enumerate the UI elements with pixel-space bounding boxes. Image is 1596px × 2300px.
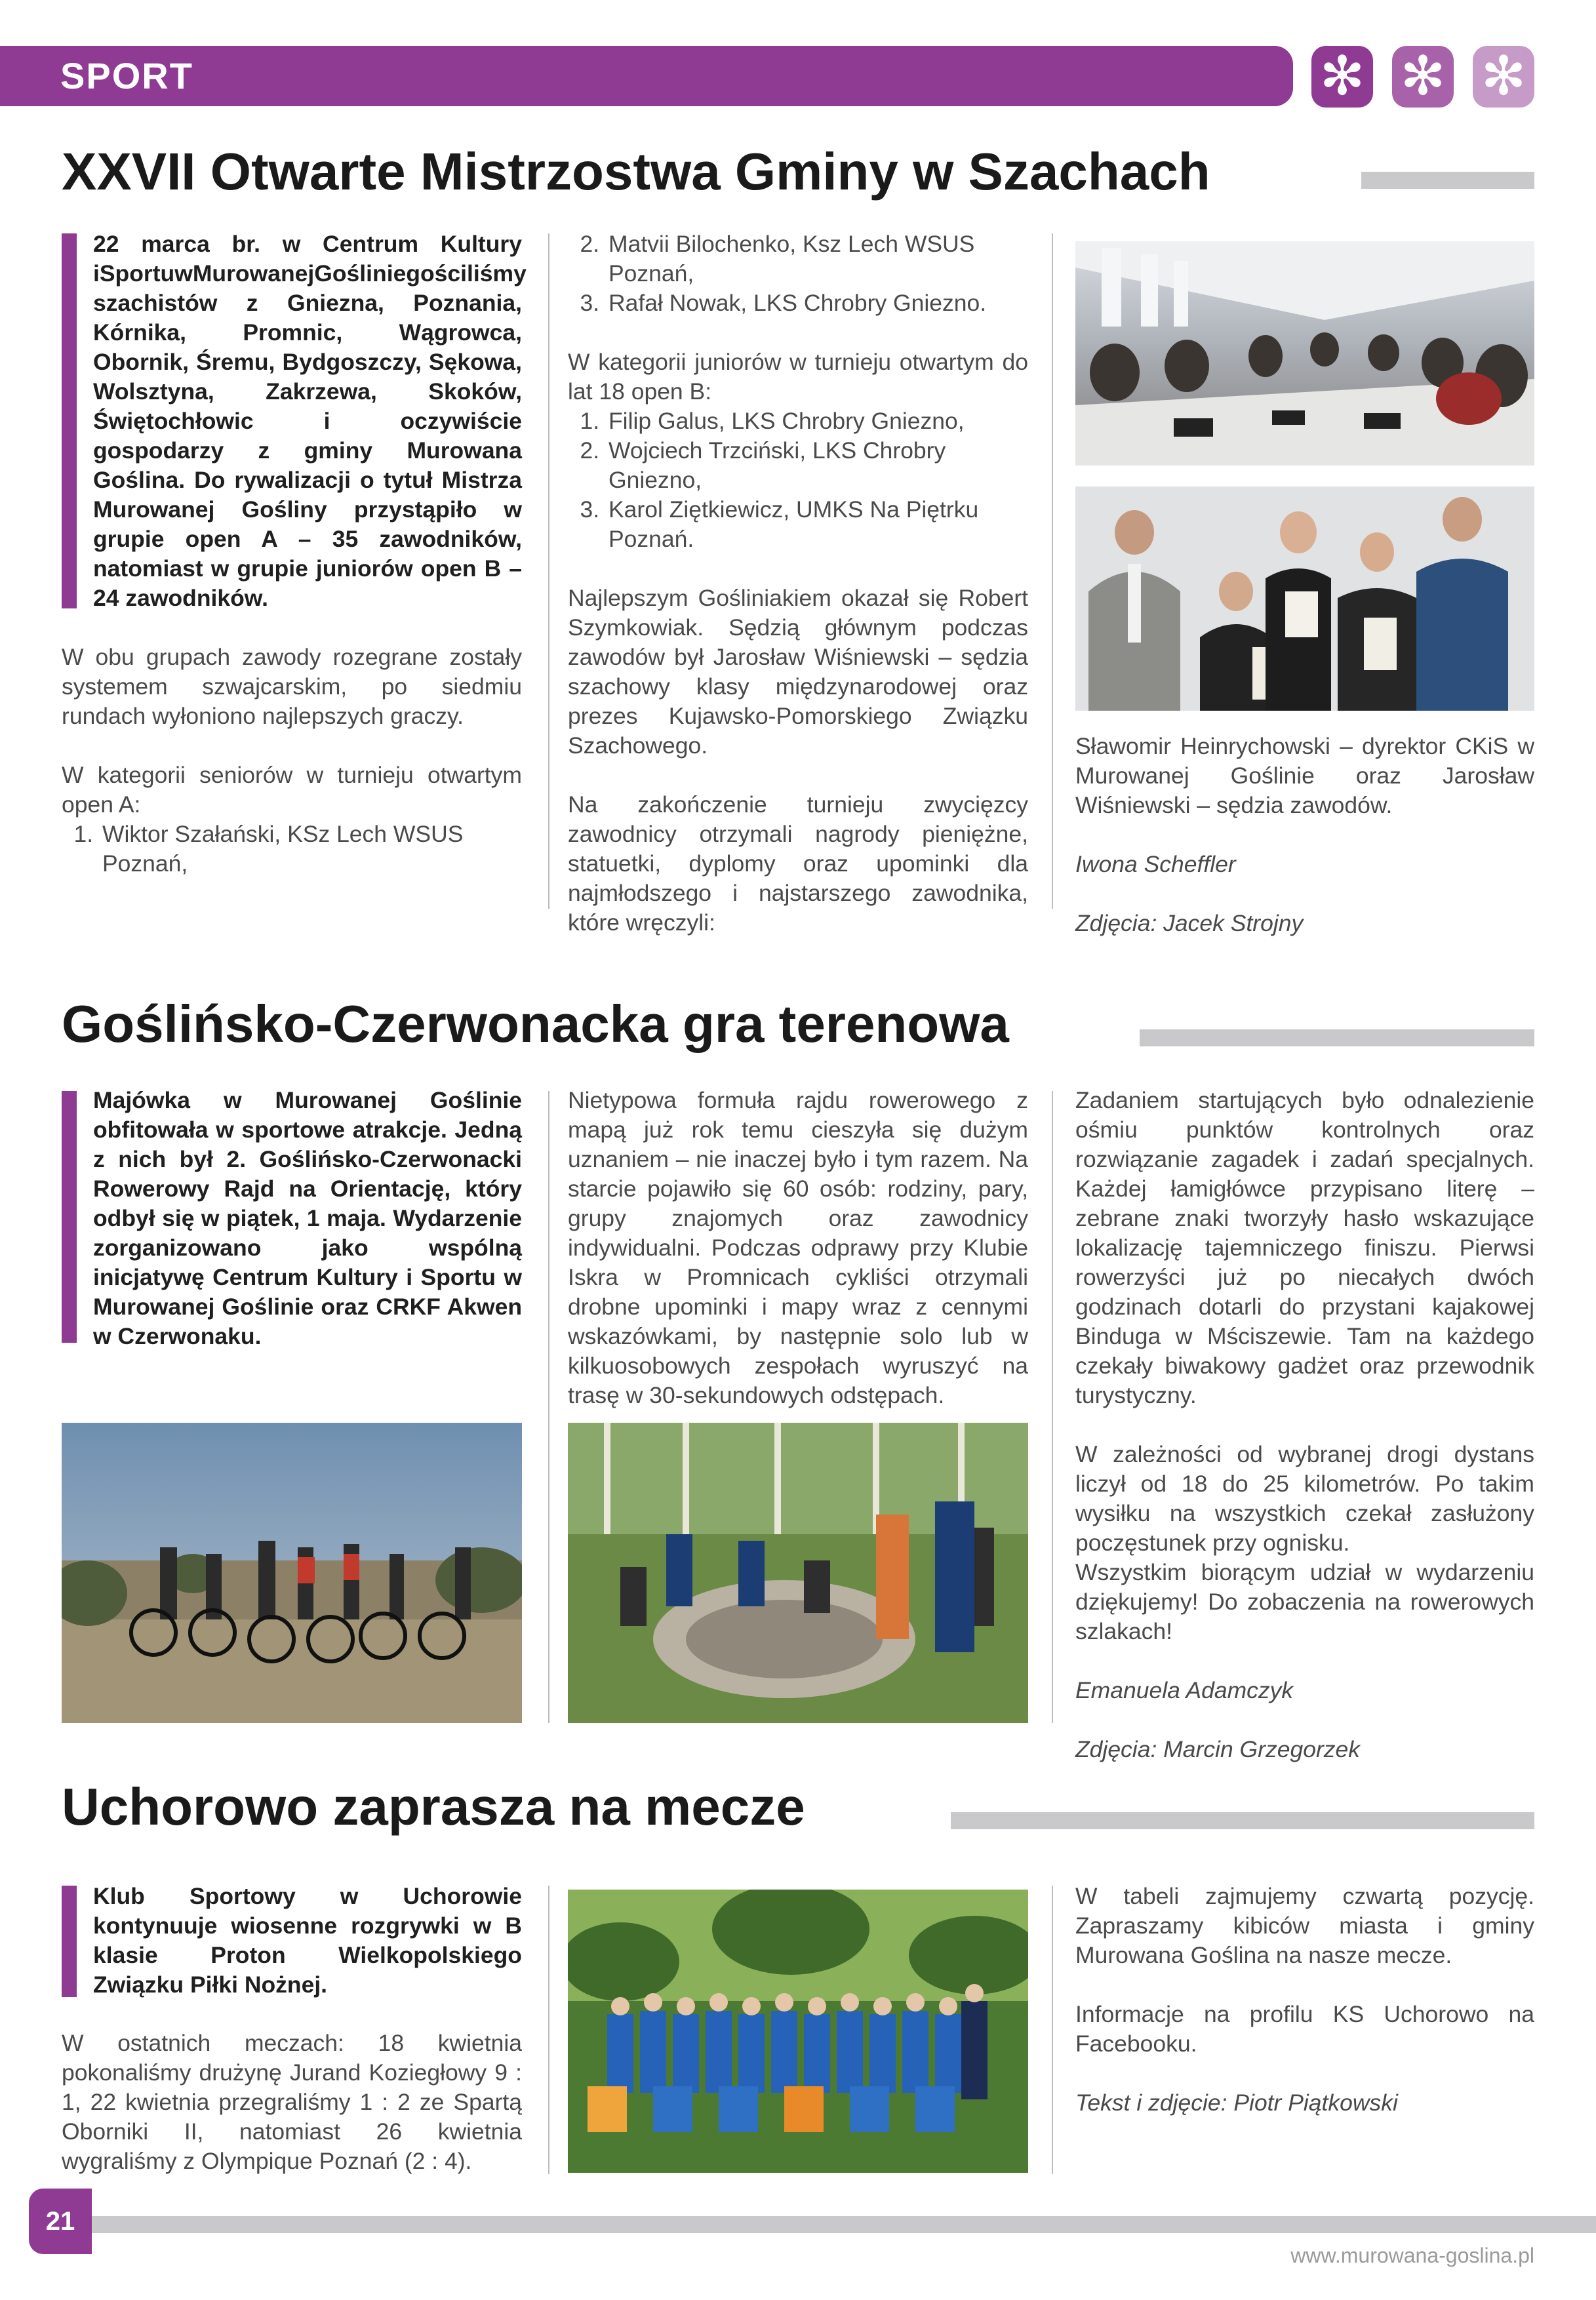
award-photo xyxy=(1075,486,1534,711)
photo-caption: Sławomir Heinrychowski – dyrektor CKiS w Murowanej Goślinie oraz Jarosław Wiśniewski – sędzia zawodów. xyxy=(1075,733,1534,818)
article-title: Uchorowo zaprasza na mecze xyxy=(62,1777,805,1836)
list-item: 1. Wiktor Szałański, KSz Lech WSUS Poznań, xyxy=(100,820,522,879)
article-column xyxy=(62,2029,522,2176)
campfire-photo xyxy=(568,1423,1028,1723)
paragraph: W zależności od wybranej drogi dystans liczył od 18 do 25 kilometrów. Po takim wysiłku na wszystkich czekał zasłużony poczęstunek przy ognisku. xyxy=(1075,1441,1534,1556)
article-column xyxy=(568,1086,1028,1440)
article-column xyxy=(62,643,522,879)
flower-icon: ✻ xyxy=(1392,46,1454,108)
article-column xyxy=(568,229,1028,938)
title-rule xyxy=(1140,1029,1534,1046)
article-title: Goślińsko-Czerwonacka gra terenowa xyxy=(62,995,1009,1053)
footer-rule xyxy=(92,2216,1596,2233)
paragraph: Najlepszym Gośliniakiem okazał się Robert Szymkowiak. Sędzią głównym podczas zawodów był Jarosław Wiśniewski – sędzia szachowy klasy międzynarodowej oraz prezes Kujawsko-Pomorskiego Związku Szachowego. xyxy=(568,585,1028,759)
text-photo-credit: Tekst i zdjęcie: Piotr Piątkowski xyxy=(1075,2090,1398,2116)
article-column xyxy=(1075,732,1534,968)
column-divider xyxy=(1052,233,1053,909)
title-rule xyxy=(1361,172,1534,189)
lead-paragraph: 22 marca br. w Centrum Kultury iSportuwMurowanejGośliniegościliśmy szachistów z Gniezna, Poznania, Kórnika, Promnic, Wągrowca, Obornik, Śremu, Bydgoszczy, Sękowa, Wolsztyna, Zakrzewa, Skoków, Świętochłowic i oczywiście gospodarzy z gminy Murowana Goślina. Do rywalizacji o tytuł Mistrza Murowanej Gośliny przystąpiło w grupie open A – 35 zawodników, natomiast w grupie juniorów open B – 24 zawodników. xyxy=(93,231,527,611)
flower-icon: ✻ xyxy=(1311,46,1373,108)
list-item: 3. Rafał Nowak, LKS Chrobry Gniezno. xyxy=(606,288,1028,318)
website-url[interactable]: www.murowana-goslina.pl xyxy=(1290,2244,1534,2267)
author-credit: Emanuela Adamczyk xyxy=(1075,1677,1294,1703)
paragraph: W obu grupach zawody rozegrane zostały systemem szwajcarskim, po siedmiu rundach wyłoniono najlepszych graczy. xyxy=(62,644,522,729)
paragraph: W tabeli zajmujemy czwartą pozycję. Zapraszamy kibiców miasta i gminy Murowana Goślina na nasze mecze. xyxy=(1075,1883,1534,1968)
paragraph: Informacje na profilu KS Uchorowo na Facebooku. xyxy=(1075,2001,1534,2057)
section-band xyxy=(0,46,1293,106)
juniors-list xyxy=(568,406,1028,554)
lead-paragraph: Majówka w Murowanej Goślinie obfitowała w sportowe atrakcje. Jedną z nich był 2. Goślińsko-Czerwonacki Rowerowy Rajd na Orientację, który odbył się w piątek, 1 maja. Wydarzenie zorganizowano jako wspólną inicjatywę Centrum Kultury i Sportu w Murowanej Goślinie oraz CRKF Akwen w Czerwonaku. xyxy=(93,1087,522,1349)
flower-icon: ✻ xyxy=(1473,46,1534,108)
article-column xyxy=(1075,1086,1534,1794)
photo-credit: Zdjęcia: Jacek Strojny xyxy=(1075,910,1304,936)
chess-hall-photo xyxy=(1075,241,1534,466)
paragraph: W ostatnich meczach: 18 kwietnia pokonaliśmy drużynę Jurand Koziegłowy 9 : 1, 22 kwietnia przegraliśmy 1 : 2 ze Spartą Oborniki II, natomiast 26 kwietnia wygraliśmy z Olympique Poznań (2 : 4). xyxy=(62,2030,522,2174)
list-item: 2. Matvii Bilochenko, Ksz Lech WSUS Poznań, xyxy=(606,229,1028,288)
lead-bar xyxy=(62,233,77,608)
paragraph: Zadaniem startujących było odnalezienie ośmiu punktów kontrolnych oraz rozwiązanie zagadek i zadań specjalnych. Każdej łamigłówce przypisano literę – zebrane znaki tworzyły hasło wskazujące lokalizację tajemniczego finiszu. Pierwsi rowerzyści już po niecałych dwóch godzinach dotarli do przystani kajakowej Binduga w Mściszewie. Tam na każdego czekały biwakowy gadżet oraz przewodnik turystyczny. xyxy=(1075,1087,1534,1408)
seniors-list-cont xyxy=(568,229,1028,318)
paragraph: W kategorii juniorów w turnieju otwartym do lat 18 open B: xyxy=(568,349,1028,405)
column-divider xyxy=(1052,1886,1053,2174)
column-divider xyxy=(1052,1091,1053,1723)
list-item: 2. Wojciech Trzciński, LKS Chrobry Gniezno, xyxy=(606,436,1028,495)
paragraph: W kategorii seniorów w turnieju otwartym open A: xyxy=(62,762,522,818)
lead-bar xyxy=(62,1886,77,1997)
list-item: 1. Filip Galus, LKS Chrobry Gniezno, xyxy=(606,406,1028,436)
section-label: SPORT xyxy=(60,55,193,96)
lead-paragraph: Klub Sportowy w Uchorowie kontynuuje wiosenne rozgrywki w B klasie Proton Wielkopolskiego Związku Piłki Nożnej. xyxy=(93,1883,522,1998)
author-credit: Iwona Scheffler xyxy=(1075,851,1236,877)
paragraph: Nietypowa formuła rajdu rowerowego z mapą już rok temu cieszyła się dużym uznaniem – nie inaczej było i tym razem. Na starcie pojawiło się 60 osób: rodziny, pary, grupy znajomych oraz zawodnicy indywidualni. Podczas odprawy przy Klubie Iskra w Promnicach cykliści otrzymali drobne upominki i mapy wraz z cennymi wskazówkami, by następnie solo lub w kilkuosobowych zespołach wyruszyć na trasę w 30-sekundowych odstępach. xyxy=(568,1087,1028,1408)
list-item: 3. Karol Ziętkiewicz, UMKS Na Piętrku Poznań. xyxy=(606,495,1028,554)
column-divider xyxy=(548,1091,549,1723)
seniors-list xyxy=(62,820,522,879)
paragraph: Wszystkim biorącym udział w wydarzeniu dziękujemy! Do zobaczenia na rowerowych szlakach! xyxy=(1075,1559,1534,1644)
column-divider xyxy=(548,233,549,909)
team-photo xyxy=(568,1890,1028,2173)
photo-credit: Zdjęcia: Marcin Grzegorzek xyxy=(1075,1736,1361,1762)
cyclists-photo xyxy=(62,1423,522,1723)
article-title: XXVII Otwarte Mistrzostwa Gminy w Szachach xyxy=(62,142,1210,201)
title-rule xyxy=(951,1812,1534,1829)
paragraph: Na zakończenie turnieju zwycięzcy zawodnicy otrzymali nagrody pieniężne, statuetki, dyplomy oraz upominki dla najmłodszego i najstarszego zawodnika, które wręczyli: xyxy=(568,791,1028,936)
article-column xyxy=(1075,1882,1534,2147)
column-divider xyxy=(548,1886,549,2174)
page-number: 21 xyxy=(29,2189,92,2254)
lead-bar xyxy=(62,1091,77,1343)
